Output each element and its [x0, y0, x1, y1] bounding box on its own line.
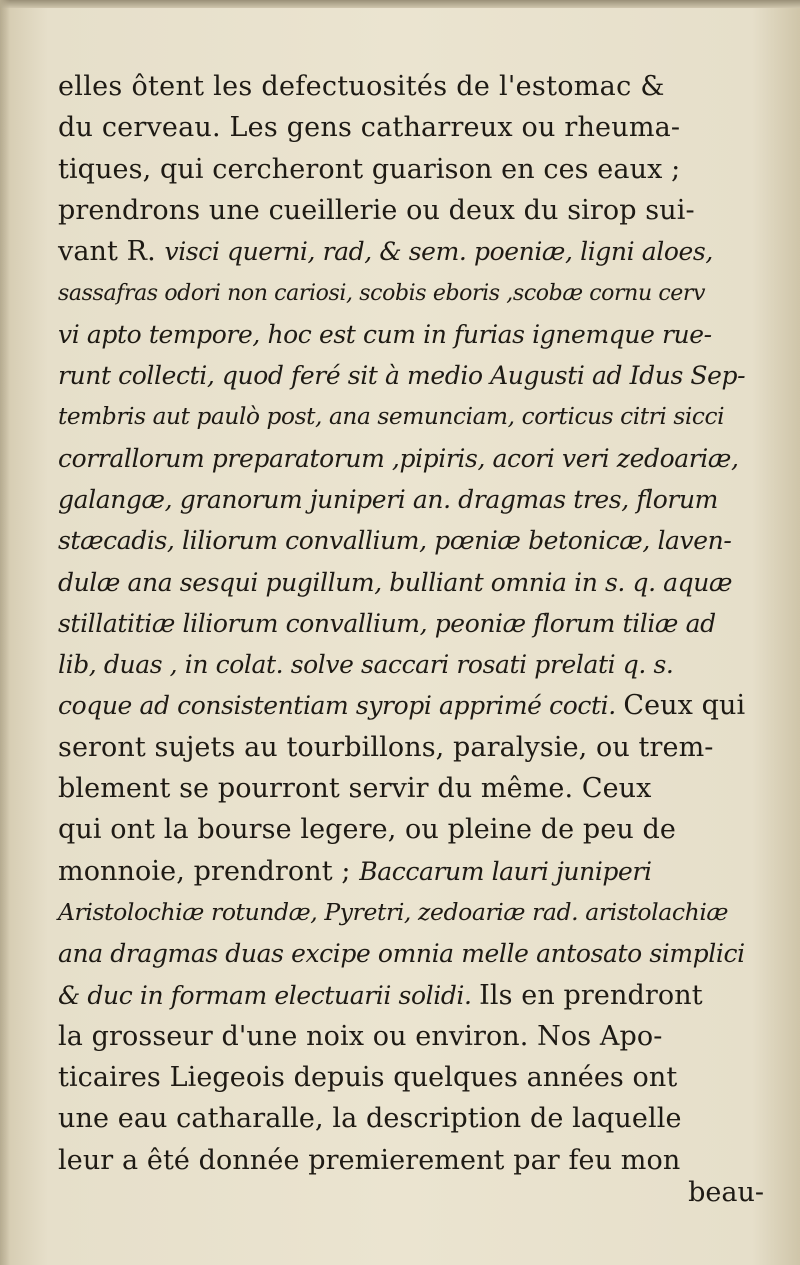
text-roman: du cerveau. Les gens catharreux ou rheuma- — [58, 112, 681, 144]
text-line — [58, 66, 758, 107]
text-line — [58, 396, 758, 437]
text-roman: seront sujets au tourbillons, paralysie, ou trem- — [58, 731, 714, 763]
text-line — [58, 479, 758, 520]
text-line — [58, 892, 758, 933]
text-line — [58, 727, 758, 768]
text-roman: Ils en prendront — [479, 979, 703, 1011]
text-italic: sassafras odori non cariosi, scobis eboris ,scobæ cornu cerv — [58, 281, 706, 307]
text-line — [58, 314, 758, 355]
text-line — [58, 1098, 758, 1139]
text-roman: tiques, qui cercheront guarison en ces eaux ; — [58, 153, 681, 185]
text-line — [58, 644, 758, 685]
text-line — [58, 851, 758, 892]
text-line — [58, 562, 758, 603]
text-line — [58, 933, 758, 974]
text-roman: vant R. — [58, 236, 165, 268]
text-line — [58, 809, 758, 850]
text-roman: blement se pourront servir du même. Ceux — [58, 773, 652, 805]
text-line — [58, 231, 758, 272]
text-italic: galangæ, granorum juniperi an. dragmas tres, florum — [58, 484, 718, 514]
text-roman: ticaires Liegeois depuis quelques années ont — [58, 1062, 678, 1094]
text-italic: Aristolochiæ rotundæ, Pyretri, zedoariæ rad. aristolachiæ — [58, 897, 729, 926]
text-roman: prendrons une cueillerie ou deux du sirop sui- — [58, 194, 695, 226]
text-line — [58, 1016, 758, 1057]
text-roman: Ceux qui — [623, 690, 746, 722]
text-italic: dulæ ana sesqui pugillum, bulliant omnia in s. q. aquæ — [58, 567, 733, 597]
text-italic: tembris aut paulò post, ana semunciam, corticus citri sicci — [58, 403, 725, 431]
text-line — [58, 1057, 758, 1098]
text-roman: monnoie, prendront ; — [58, 855, 360, 887]
text-roman: qui ont la bourse legere, ou pleine de peu de — [58, 814, 677, 846]
text-line — [58, 190, 758, 231]
text-roman: la grosseur d'une noix ou environ. Nos Apo- — [58, 1020, 663, 1052]
text-italic: vi apto tempore, hoc est cum in furias ignemque rue- — [58, 319, 712, 349]
text-line — [58, 1140, 758, 1181]
text-italic: & duc in formam electuarii solidi. — [58, 980, 480, 1010]
text-italic: corrallorum preparatorum ,pipiris, acori veri zedoariæ, — [58, 443, 739, 473]
text-line — [58, 272, 758, 313]
page-top-edge — [0, 0, 800, 8]
catchword: beau- — [688, 1177, 764, 1208]
text-roman: elles ôtent les defectuosités de l'estomac & — [58, 71, 665, 102]
text-italic: visci querni, rad, & sem. poeniæ, ligni aloes, — [164, 237, 713, 267]
text-line — [58, 149, 758, 190]
text-line — [58, 685, 758, 726]
text-italic: ana dragmas duas excipe omnia melle antosato simplici — [58, 939, 745, 969]
text-line — [58, 975, 758, 1016]
text-italic: runt collecti, quod feré sit à medio Augusti ad Idus Sep- — [58, 361, 746, 391]
text-italic: stæcadis, liliorum convallium, pœniæ betonicæ, laven- — [58, 526, 732, 556]
text-roman: leur a êté donnée premierement par feu mon — [58, 1144, 681, 1176]
text-italic: coque ad consistentiam syropi apprimé cocti. — [58, 691, 624, 721]
text-italic: lib, duas , in colat. solve saccari rosati prelati q. s. — [58, 650, 674, 680]
text-line — [58, 107, 758, 148]
text-italic: stillatitiæ liliorum convallium, peoniæ florum tiliæ ad — [58, 608, 716, 638]
text-line — [58, 768, 758, 809]
text-line — [58, 355, 758, 396]
text-line — [58, 520, 758, 561]
text-roman: une eau catharalle, la description de laquelle — [58, 1103, 682, 1135]
page-gutter-shadow — [0, 0, 10, 1265]
text-line — [58, 603, 758, 644]
text-line — [58, 438, 758, 479]
text-italic: Baccarum lauri juniperi — [359, 856, 652, 886]
body-text — [58, 66, 758, 1181]
